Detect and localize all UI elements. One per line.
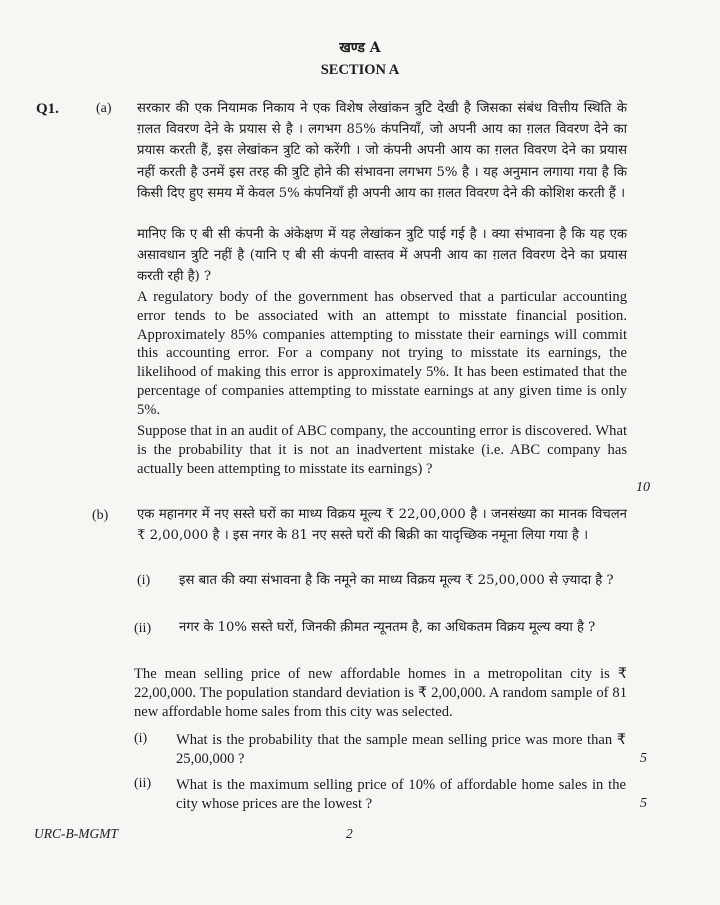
part-b-i-marks: 5 (640, 751, 647, 766)
part-b-hindi-ii: नगर के 10% सस्ते घरों, जिनकी क़ीमत न्यूनतम है, का अधिकतम विक्रय मूल्य क्या है ? (179, 620, 596, 635)
page-number: 2 (346, 826, 353, 841)
part-a-marks: 10 (636, 480, 650, 495)
part-b-english-ii: What is the maximum selling price of 10% of affordable home sales in the city whose prices are the lowest ? (176, 777, 626, 812)
part-b-english-i-label: (i) (134, 731, 148, 746)
part-b-english-ii-label: (ii) (134, 776, 152, 791)
part-a-english-paragraph-2: Suppose that in an audit of ABC company, the accounting error is discovered. What is the probability that it is not an inadvertent mistake (i.e. ABC company has actually been attempting to misstate its earnings) ? (137, 423, 627, 477)
part-b-hindi-i: इस बात की क्या संभावना है कि नमूने का माध्य विक्रय मूल्य ₹ 25,00,000 से ज़्यादा है ? (179, 573, 614, 588)
part-b-ii-marks: 5 (640, 796, 647, 811)
paper-code: URC-B-MGMT (34, 826, 118, 841)
part-b-english-intro: The mean selling price of new affordable homes in a metropolitan city is ₹ 22,00,000. The population standard deviation is ₹ 2,00,000. A random sample of 81 new affordable home sales from this city was selected. (134, 666, 627, 720)
part-a-hindi-paragraph-2: मानिए कि ए बी सी कंपनी के अंकेक्षण में यह लेखांकन त्रुटि पाई गई है । क्या संभावना है कि यह एक असावधान त्रुटि नहीं है (यानि ए बी सी कंपनी वास्तव में अपनी आय का ग़लत विवरण देने का प्रयास करती रही है) ? (137, 227, 627, 285)
part-a-english-paragraph-1: A regulatory body of the government has observed that a particular accounting error tends to be associated with an attempt to misstate financial position. Approximately 85% companies attempting to misstate their earnings will commit this accounting error. For a company not trying to misstate its earnings, the likelihood of making this error is approximately 5%. It has been estimated that the percentage of companies attempting to misstate earnings at any given time is only 5%. (137, 289, 627, 418)
part-b-english-i: What is the probability that the sample mean selling price was more than ₹ 25,00,000 ? (176, 732, 626, 767)
part-b-label: (b) (92, 508, 109, 523)
part-b-hindi-intro: एक महानगर में नए सस्ते घरों का माध्य विक्रय मूल्य ₹ 22,00,000 है । जनसंख्या का मानक विचलन ₹ 2,00,000 है । इस नगर के 81 नए सस्ते घरों की बिक्री का यादृच्छिक नमूना लिया गया है । (137, 507, 627, 544)
part-b-hindi-ii-label: (ii) (134, 621, 152, 636)
section-heading-hindi: खण्ड A (339, 40, 381, 56)
part-a-label: (a) (96, 101, 112, 116)
section-heading-english: SECTION A (320, 62, 400, 78)
part-a-hindi-paragraph-1: सरकार की एक नियामक निकाय ने एक विशेष लेखांकन त्रुटि देखी है जिसका संबंध वित्तीय स्थिति के ग़लत विवरण देने के प्रयास से है । लगभग 85% कंपनियाँ, जो अपनी आय का ग़लत विवरण देने का प्रयास करती हैं, इस लेखांकन त्रुटि को करेंगी । जो कंपनी अपनी आय का ग़लत विवरण देने का प्रयास नहीं करती है उनमें इस तरह की त्रुटि होने की संभावना लगभग 5% है । यह अनुमान लगाया गया है कि किसी दिए हुए समय में केवल 5% कंपनियाँ ही अपनी आय का ग़लत विवरण देने की कोशिश करती हैं । (137, 101, 627, 201)
part-b-hindi-i-label: (i) (137, 573, 151, 588)
question-number: Q1. (36, 101, 59, 117)
